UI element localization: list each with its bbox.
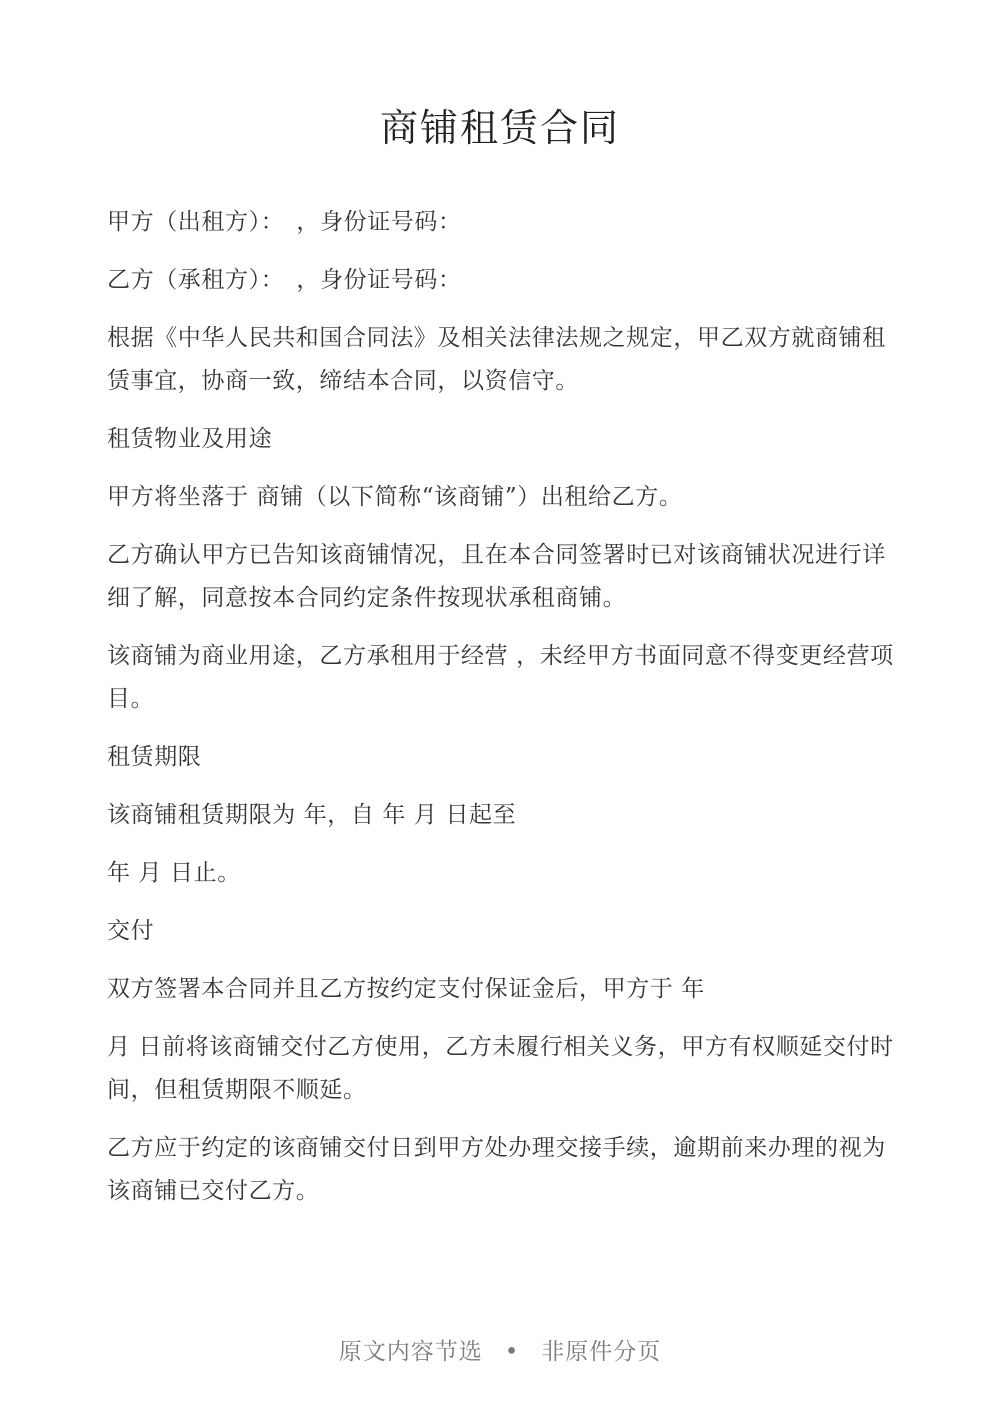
document-title: 商铺租赁合同 [379, 106, 620, 150]
handover-paragraph: 乙方应于约定的该商铺交付日到甲方处办理交接手续，逾期前来办理的视为该商铺已交付乙方。 [107, 1135, 886, 1204]
delivery-terms-paragraph: 月 日前将该商铺交付乙方使用，乙方未履行相关义务，甲方有权顺延交付时间，但租赁期限不顺延。 [107, 1034, 894, 1103]
term-start-paragraph: 该商铺租赁期限为 年，自 年 月 日起至 [107, 802, 517, 828]
page-footer [0, 1332, 1000, 1372]
section-heading-delivery: 交付 [107, 918, 155, 944]
footer-pagination-note: 非原件分页 [541, 1339, 662, 1365]
footer-excerpt-note: 原文内容节选 [338, 1339, 483, 1365]
footer-separator: • [504, 1339, 520, 1365]
property-condition-paragraph: 乙方确认甲方已告知该商铺情况，且在本合同签署时已对该商铺状况进行详细了解，同意按本合同约定条件按现状承租商铺。 [107, 542, 886, 611]
section-heading-property: 租赁物业及用途 [107, 426, 273, 452]
property-location-paragraph: 甲方将坐落于 商铺（以下简称“该商铺”）出租给乙方。 [107, 484, 683, 510]
delivery-date-paragraph: 双方签署本合同并且乙方按约定支付保证金后，甲方于 年 [107, 976, 705, 1002]
party-b-line: 乙方（承租方）： ，身份证号码： [107, 267, 462, 293]
party-a-line: 甲方（出租方）： ，身份证号码： [107, 209, 462, 235]
property-use-paragraph: 该商铺为商业用途，乙方承租用于经营 ，未经甲方书面同意不得变更经营项目。 [107, 643, 894, 712]
document-body [107, 201, 897, 1228]
preamble-paragraph: 根据《中华人民共和国合同法》及相关法律法规之规定，甲乙双方就商铺租赁事宜，协商一致，缔结本合同，以资信守。 [107, 325, 886, 394]
term-end-paragraph: 年 月 日止。 [107, 860, 241, 886]
section-heading-term: 租赁期限 [107, 744, 202, 770]
